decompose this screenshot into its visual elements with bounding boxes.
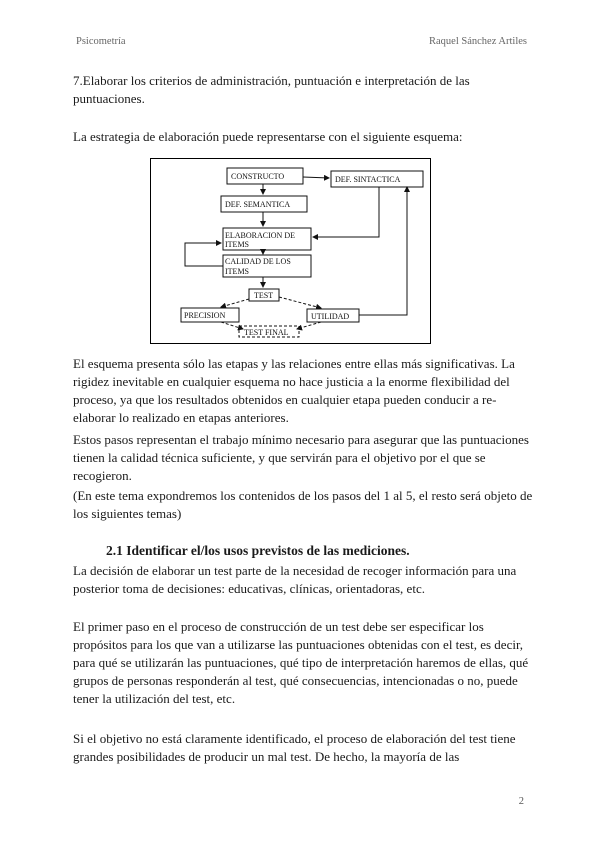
- label-utilidad: UTILIDAD: [311, 312, 350, 321]
- label-test: TEST: [254, 291, 274, 300]
- page-number: 2: [518, 796, 524, 807]
- arrow-sintactica-elaboracion: [313, 187, 379, 237]
- paragraph-item-7: 7.Elaborar los criterios de administración, puntuación e interpretación de las puntuaciones.: [73, 73, 470, 106]
- paragraph-primer-paso: El primer paso en el proceso de construcción de un test debe ser especificar los propósitos para los que van a utilizarse las puntuaciones obtenidas con el test, es decir, para qué se utilizarán las puntuaciones, qué tipo de interpretación haremos de ellas, qué grupos de personas responderán al test, qué consecuencias, intencionadas o no, puede tener la utilización del test, etc.: [73, 619, 529, 706]
- paragraph-objetivo: Si el objetivo no está claramente identificado, el proceso de elaboración del test tiene grandes posibilidades de producir un mal test. De hecho, la mayoría de las: [73, 731, 516, 764]
- header-left: Psicometría: [76, 36, 126, 47]
- paragraph-esquema: El esquema presenta sólo las etapas y las relaciones entre ellas más significativas. La rigidez inevitable en cualquier esquema no hace justicia a la enorme flexibilidad del proceso, ya que los resultados obtenidos en cualquier etapa pueden conducir a re-elaborar lo realizado en etapas anteriores.: [73, 356, 515, 425]
- label-test-final: TEST FINAL: [244, 328, 289, 337]
- arrow-constructo-sintactica: [303, 177, 329, 178]
- label-elaboracion-1: ELABORACION DE: [225, 231, 295, 240]
- label-def-semantica: DEF. SEMANTICA: [225, 200, 291, 209]
- arrow-utilidad-final: [297, 322, 321, 329]
- process-diagram: [150, 158, 431, 344]
- process-diagram-svg: [151, 159, 432, 345]
- label-def-sintactica: DEF. SINTACTICA: [335, 175, 401, 184]
- paragraph-pasos: Estos pasos representan el trabajo mínimo necesario para asegurar que las puntuaciones tienen la calidad técnica suficiente, y que servirán para el objetivo por el que se recogieron.: [73, 432, 529, 483]
- paragraph-strategy: La estrategia de elaboración puede representarse con el siguiente esquema:: [73, 129, 463, 144]
- label-calidad-1: CALIDAD DE LOS: [225, 257, 291, 266]
- section-heading: 2.1 Identificar el/los usos previstos de las mediciones.: [106, 543, 410, 558]
- arrow-test-precision: [221, 299, 249, 307]
- label-precision: PRECISION: [184, 311, 226, 320]
- paragraph-decision: La decisión de elaborar un test parte de la necesidad de recoger información para una posterior toma de decisiones: educativas, clínicas, orientadoras, etc.: [73, 563, 517, 596]
- label-calidad-2: ITEMS: [225, 267, 249, 276]
- label-elaboracion-2: ITEMS: [225, 240, 249, 249]
- label-constructo: CONSTRUCTO: [231, 172, 285, 181]
- loop-utilidad-sintactica: [359, 187, 407, 315]
- arrow-test-utilidad: [279, 297, 321, 308]
- paragraph-tema: (En este tema expondremos los contenidos de los pasos del 1 al 5, el resto será objeto de los siguientes temas): [73, 488, 533, 521]
- header-right: Raquel Sánchez Artiles: [429, 36, 527, 47]
- loop-calidad-elaboracion: [185, 243, 223, 266]
